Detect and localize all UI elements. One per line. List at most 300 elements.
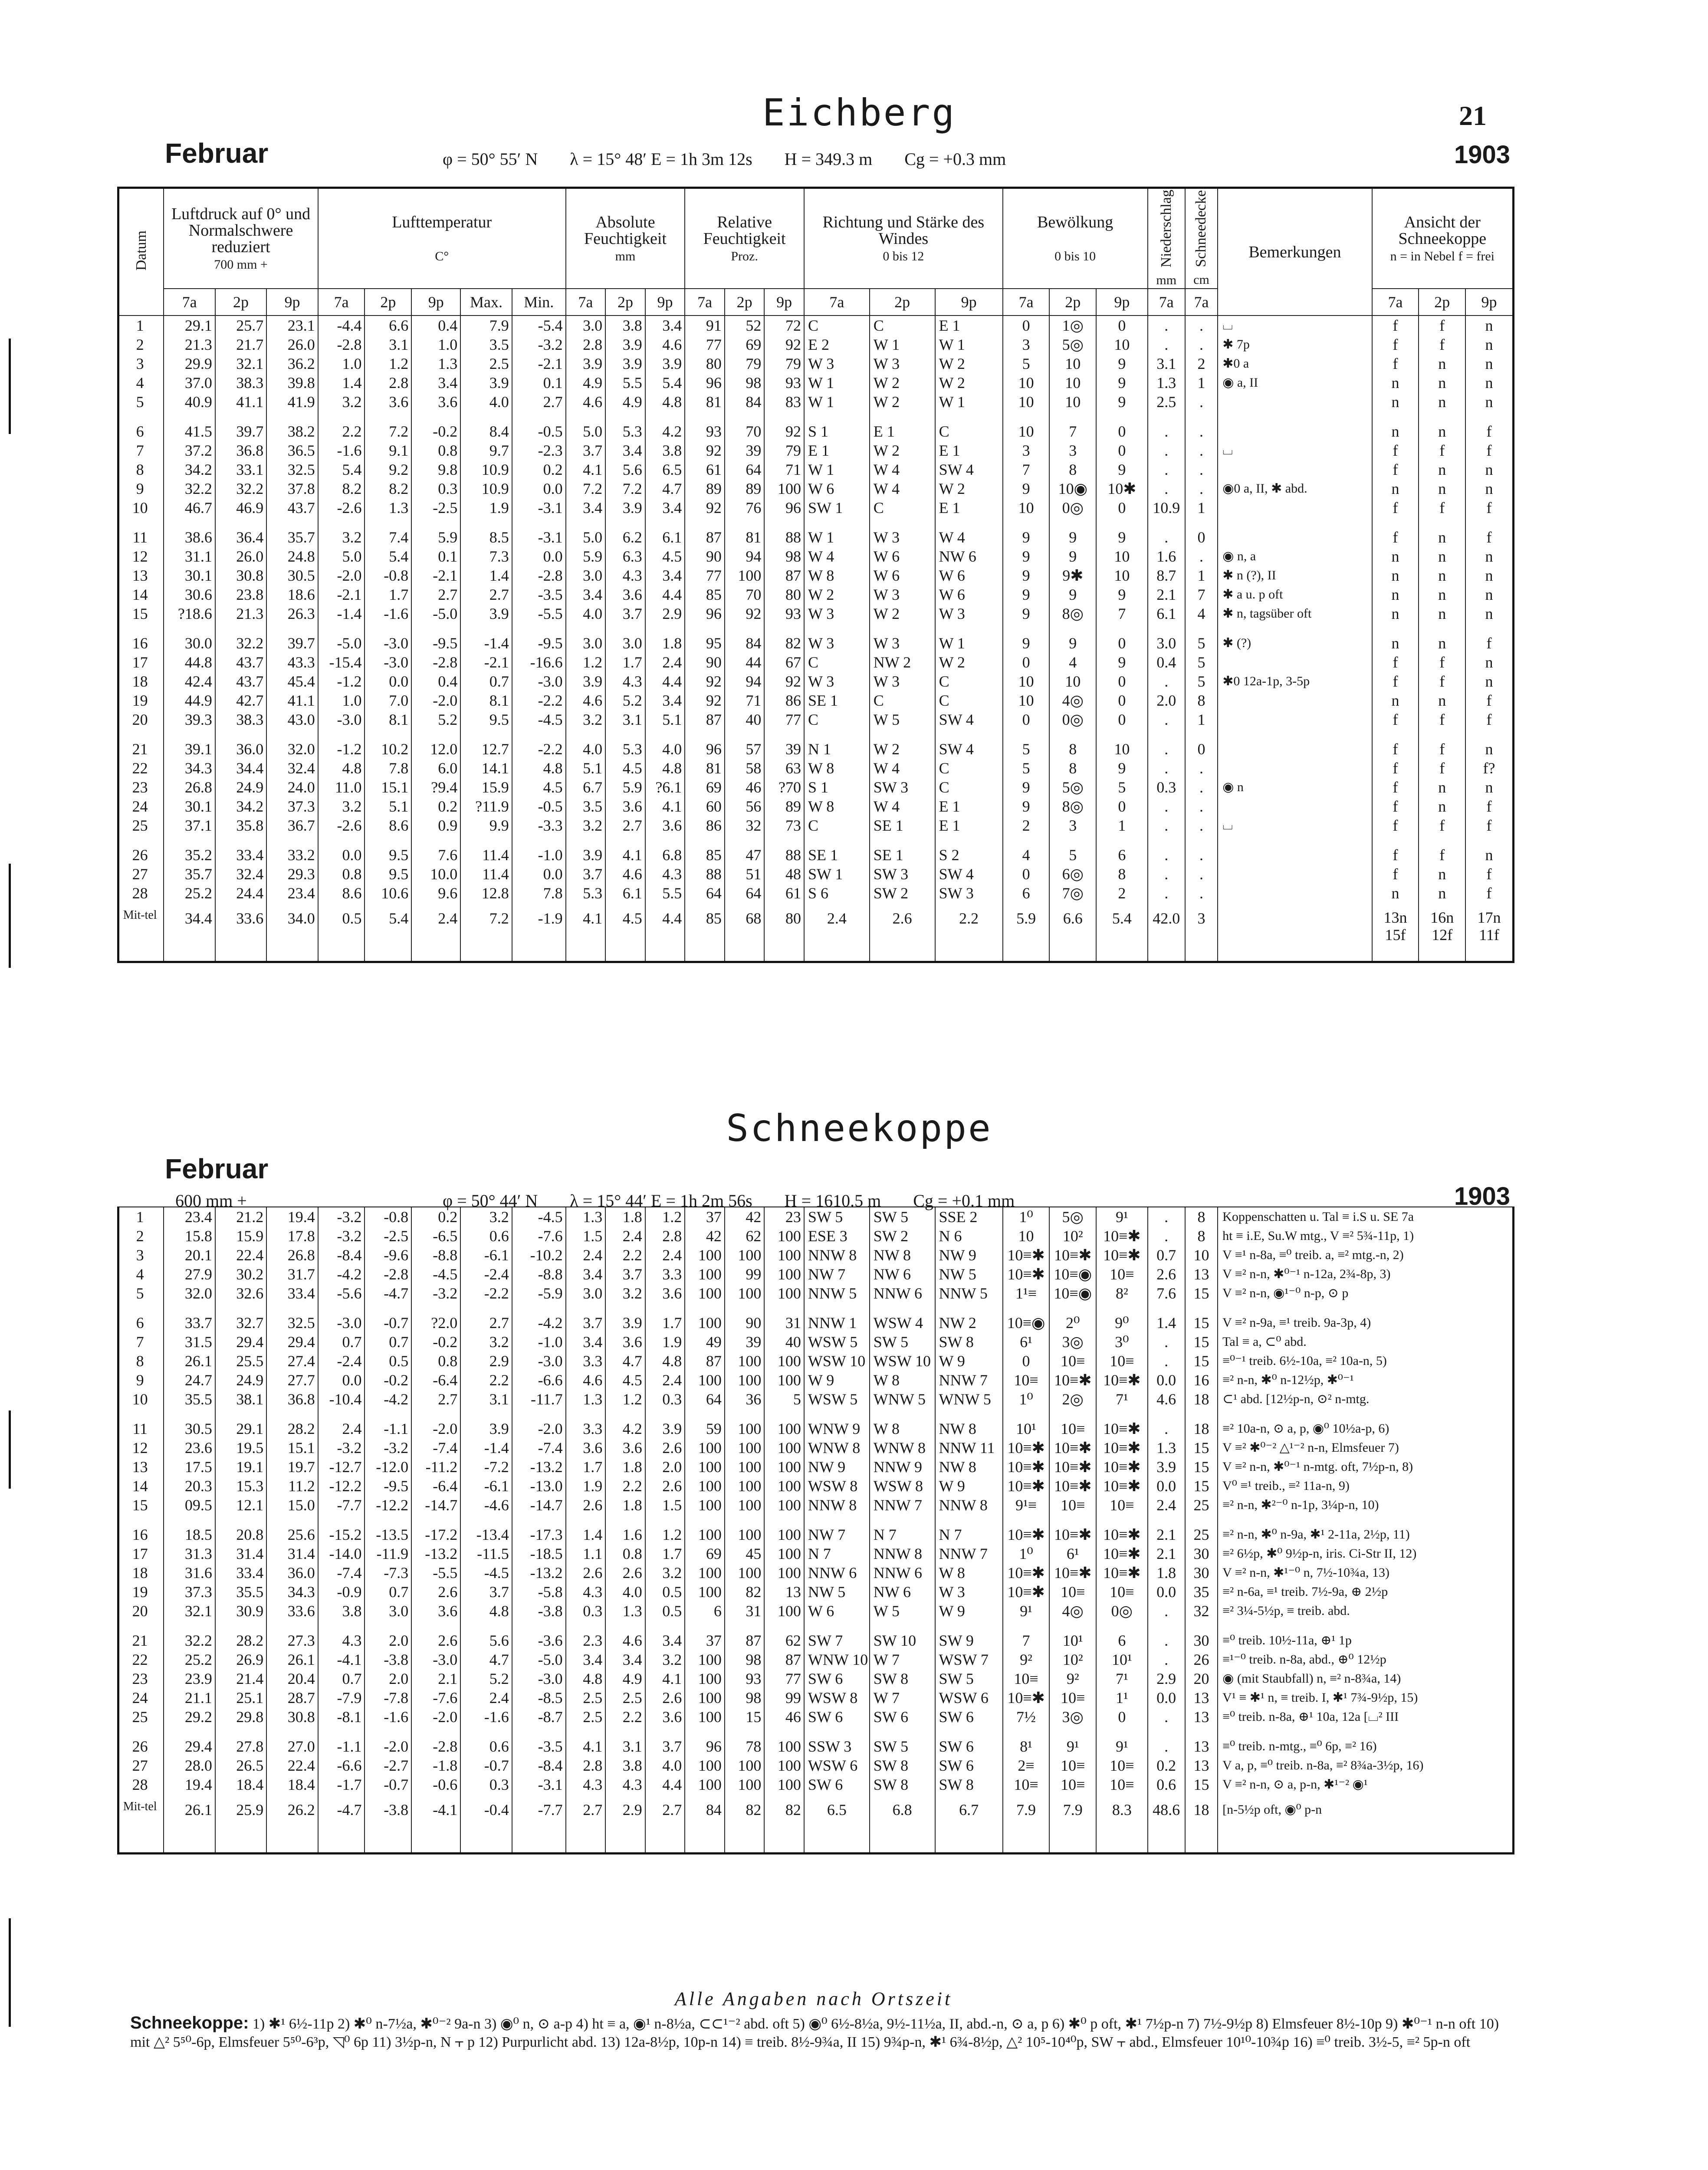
table-cell: 6.2 [605, 528, 645, 547]
table-cell: 3.9 [460, 373, 512, 392]
table-cell: W 5 [870, 710, 935, 729]
table-cell: NNW 8 [804, 1496, 870, 1515]
table-cell: 3.4 [566, 1265, 606, 1284]
table-cell: 3.2 [318, 392, 365, 411]
table-cell: 2⁰ [1049, 1313, 1096, 1332]
table-cell: 64 [725, 884, 765, 903]
table-cell: 79 [764, 354, 804, 373]
table-cell: 38.1 [215, 1390, 266, 1409]
table-cell: 0 [1096, 634, 1147, 653]
table-cell: . [1148, 1351, 1185, 1371]
table-cell: 100 [764, 1226, 804, 1246]
table-cell: -3.8 [365, 1650, 411, 1669]
table-cell: 100 [764, 1563, 804, 1582]
table-cell: 10≡✱ [1003, 1476, 1050, 1496]
table-cell: 3.0 [566, 566, 606, 585]
table-cell: 6.1 [645, 528, 685, 547]
table-cell: W 3 [870, 672, 935, 691]
table-cell: f [1372, 528, 1419, 547]
table-cell: N 7 [870, 1525, 935, 1544]
table-cell: 4.7 [645, 479, 685, 498]
table-cell: 3.6 [645, 1707, 685, 1726]
table-cell: SW 5 [870, 1207, 935, 1226]
table-cell: 88 [685, 865, 725, 884]
table-cell: NW 9 [804, 1457, 870, 1476]
table-cell: ≡² n-n, ✱⁰ n-12½p, ✱⁰⁻¹ [1218, 1371, 1512, 1390]
table-cell: 19.5 [215, 1438, 266, 1457]
table-cell: 10≡ [1096, 1351, 1147, 1371]
table-cell: 85 [685, 845, 725, 865]
table-cell: 10≡✱ [1096, 1438, 1147, 1457]
table-cell: ⌴ [1218, 316, 1372, 335]
table-cell: n [1465, 547, 1512, 566]
table-cell: W 3 [804, 604, 870, 623]
table-cell: 100 [764, 1601, 804, 1621]
table-cell: 47 [725, 845, 765, 865]
table-cell: W 6 [804, 479, 870, 498]
table-cell: 92 [685, 441, 725, 460]
table-cell: NW 2 [870, 653, 935, 672]
table-cell: -0.9 [318, 1582, 365, 1601]
table-cell: 10≡ [1003, 1775, 1050, 1794]
table-cell: 3.4 [645, 566, 685, 585]
table-cell: V ≡² n-n, ⊙ a, p-n, ✱¹⁻² ◉¹ [1218, 1775, 1512, 1794]
table-cell: ≡² n-n, ✱²⁻⁰ n-1p, 3¼p-n, 10) [1218, 1496, 1512, 1515]
table-cell: 39 [725, 1332, 765, 1351]
table-cell: W 9 [935, 1351, 1003, 1371]
table-cell: W 7 [870, 1650, 935, 1669]
table-cell: . [1185, 335, 1218, 354]
table-cell: f [1372, 759, 1419, 778]
table-cell: 24.9 [215, 1371, 266, 1390]
table-cell: 0.3 [645, 1390, 685, 1409]
table-cell: 1.9 [566, 1476, 606, 1496]
table-cell: 1 [1185, 710, 1218, 729]
table-row [119, 1226, 1512, 1246]
table-cell: n [1465, 740, 1512, 759]
table-cell: WSW 8 [804, 1476, 870, 1496]
table-cell: 10≡ [1096, 1756, 1147, 1775]
table-cell: . [1148, 672, 1185, 691]
table-cell: f [1419, 335, 1465, 354]
table-cell: N 6 [935, 1226, 1003, 1246]
table-cell: 0.2 [411, 797, 460, 816]
table-cell: 43.7 [266, 498, 318, 517]
table-cell: 100 [685, 1371, 725, 1390]
table-cell: 32.0 [266, 740, 318, 759]
table-cell: n [1372, 884, 1419, 903]
table-cell: 32.0 [164, 1284, 215, 1303]
table-cell: 100 [764, 479, 804, 498]
table-cell: SW 8 [870, 1756, 935, 1775]
table-cell: W 1 [804, 373, 870, 392]
table-row [119, 460, 1512, 479]
mean-cell: 34.4 [164, 903, 215, 961]
table-row [119, 710, 1512, 729]
table-cell: -5.0 [411, 604, 460, 623]
table-cell: 9.5 [365, 865, 411, 884]
lufttemperatur-header: Lufttemperatur C° [318, 189, 566, 289]
table-cell: NW 6 [870, 1582, 935, 1601]
table-cell: 100 [725, 1457, 765, 1476]
mean-cell: 80 [764, 903, 804, 961]
table-cell: 18 [132, 1564, 148, 1581]
table-row [119, 653, 1512, 672]
table-cell: SW 1 [804, 865, 870, 884]
table-cell: W 9 [935, 1476, 1003, 1496]
table-cell: f [1465, 441, 1512, 460]
table-cell: -1.4 [460, 634, 512, 653]
table-cell: 15 [1185, 1476, 1218, 1496]
table-cell: -15.2 [318, 1525, 365, 1544]
table-cell: 86 [764, 691, 804, 710]
table-cell: SW 6 [935, 1756, 1003, 1775]
table-cell: W 9 [804, 1371, 870, 1390]
mean-cell: 2.6 [870, 903, 935, 961]
table-cell: 3.6 [605, 585, 645, 604]
table-cell: 61 [685, 460, 725, 479]
table-cell: 2.6 [645, 1688, 685, 1707]
table-cell: 2.7 [411, 1390, 460, 1409]
table-cell: 100 [685, 1246, 725, 1265]
table-cell: SW 7 [804, 1631, 870, 1650]
table-cell: 1.1 [566, 1544, 606, 1563]
table-cell: 42 [725, 1207, 765, 1226]
table-cell: 18 [1185, 1390, 1218, 1409]
table-cell: 7.6 [411, 845, 460, 865]
table-cell: -13.4 [460, 1525, 512, 1544]
table-cell: 16 [132, 1526, 148, 1543]
table-cell: 3.5 [460, 335, 512, 354]
table-cell: 69 [725, 335, 765, 354]
table-cell: f? [1465, 759, 1512, 778]
table-cell: -3.2 [318, 1207, 365, 1226]
table-row [119, 585, 1512, 604]
table-cell: 13 [1185, 1756, 1218, 1775]
table-cell: . [1185, 816, 1218, 835]
table-cell: 43.7 [215, 653, 266, 672]
bew-2p: 2p [1049, 289, 1096, 316]
table-cell: ◉0 a, II, ✱ abd. [1218, 479, 1372, 498]
table-cell: 3.3 [566, 1419, 606, 1438]
footnotes-label: Schneekoppe: [130, 2013, 249, 2032]
table-cell: 5 [1096, 778, 1147, 797]
table-cell: 37 [685, 1207, 725, 1226]
table-cell: E 1 [804, 441, 870, 460]
table-cell: E 1 [870, 422, 935, 441]
table-cell: 69 [685, 1544, 725, 1563]
table-cell: 30 [1185, 1631, 1218, 1650]
table-cell: 41.5 [164, 422, 215, 441]
table-cell: 4.2 [645, 422, 685, 441]
table-cell: . [1148, 460, 1185, 479]
table-cell: f [1419, 498, 1465, 517]
table-cell: WNW 5 [935, 1390, 1003, 1409]
table-cell: 8¹ [1003, 1737, 1050, 1756]
table-cell: 82 [725, 1582, 765, 1601]
table-cell: 10≡ [1096, 1496, 1147, 1515]
table-cell: 0 [1096, 710, 1147, 729]
table-cell: -2.5 [411, 498, 460, 517]
table-cell: 2.0 [1148, 691, 1185, 710]
table-cell: 22.4 [215, 1246, 266, 1265]
table-cell: -1.4 [318, 604, 365, 623]
table-cell: n [1419, 479, 1465, 498]
table-cell: 43.7 [215, 672, 266, 691]
table-cell: . [1148, 816, 1185, 835]
table-cell [1218, 759, 1372, 778]
mean-cell: -0.4 [460, 1794, 512, 1852]
table-cell: 7¹ [1096, 1390, 1147, 1409]
table-cell: 4.0 [566, 740, 606, 759]
table-cell: . [1185, 884, 1218, 903]
ansicht-9p: 9p [1465, 289, 1512, 316]
table-cell: 29.4 [164, 1737, 215, 1756]
table-cell: 26.3 [266, 604, 318, 623]
table-cell: 3.1 [605, 1737, 645, 1756]
table-cell: SE 1 [870, 845, 935, 865]
table-cell: 6.0 [411, 759, 460, 778]
table-cell: 100 [685, 1775, 725, 1794]
table-cell: 96 [685, 604, 725, 623]
table-cell: 4.8 [645, 392, 685, 411]
table-cell: 5◎ [1049, 1207, 1096, 1226]
table-cell: 100 [725, 1756, 765, 1775]
table-cell: SW 3 [870, 778, 935, 797]
table-cell: SW 4 [935, 740, 1003, 759]
table-cell: -5.8 [512, 1582, 566, 1601]
mean-cell: 2.7 [645, 1794, 685, 1852]
table-cell: 15.1 [365, 778, 411, 797]
table-cell: 3.6 [411, 392, 460, 411]
table-cell: SW 8 [935, 1775, 1003, 1794]
table-cell: -0.2 [411, 422, 460, 441]
table-cell: 3.7 [566, 441, 606, 460]
table-cell: 100 [685, 1313, 725, 1332]
table-cell: 8.5 [460, 528, 512, 547]
table-cell: -2.1 [460, 653, 512, 672]
table-cell: W 6 [935, 566, 1003, 585]
table-cell: ?6.1 [645, 778, 685, 797]
table-cell: 10.2 [365, 740, 411, 759]
table-cell: 59 [685, 1419, 725, 1438]
table-cell: 10≡✱ [1003, 1265, 1050, 1284]
table-cell: 38.2 [266, 422, 318, 441]
temp-min: Min. [512, 289, 566, 316]
table-cell: 38.3 [215, 373, 266, 392]
table-cell: SW 8 [935, 1332, 1003, 1351]
table-cell: 9 [1003, 479, 1050, 498]
table-row [119, 1332, 1512, 1351]
table-cell: 3.2 [645, 1563, 685, 1582]
table-cell: 62 [725, 1226, 765, 1246]
table-cell: 5.1 [365, 797, 411, 816]
table-cell: 12.0 [411, 740, 460, 759]
table-cell: 5.4 [318, 460, 365, 479]
table-cell: 98 [725, 1688, 765, 1707]
table-row [119, 778, 1512, 797]
table-cell: 36.0 [215, 740, 266, 759]
table-cell: Koppenschatten u. Tal ≡ i.S u. SE 7a [1218, 1207, 1512, 1226]
table-cell: SW 8 [870, 1775, 935, 1794]
table-cell: 28.0 [164, 1756, 215, 1775]
table-cell: -1.6 [365, 1707, 411, 1726]
table-cell: 1.4 [318, 373, 365, 392]
table-cell: SSW 3 [804, 1737, 870, 1756]
table-cell: . [1185, 422, 1218, 441]
table-cell: f [1372, 498, 1419, 517]
table-cell: 35.5 [215, 1582, 266, 1601]
table-cell: 39 [725, 441, 765, 460]
table-cell: n [1419, 566, 1465, 585]
table-cell: 1.2 [645, 1525, 685, 1544]
table-cell: . [1148, 1631, 1185, 1650]
table-cell: 9 [1003, 797, 1050, 816]
table-cell: ◉ n, a [1218, 547, 1372, 566]
table-cell: 4.8 [512, 759, 566, 778]
table-cell: 4.8 [318, 759, 365, 778]
table-cell: V ≡² n-n, ◉¹⁻⁰ n-p, ⊙ p [1218, 1284, 1512, 1303]
row-gap [119, 623, 1512, 634]
table-cell: SW 5 [870, 1332, 935, 1351]
table-cell: 0.8 [318, 865, 365, 884]
mean-cell: 82 [725, 1794, 765, 1852]
table-row [119, 1390, 1512, 1409]
table-cell: V ≡² ✱⁰⁻² △¹⁻² n-n, Elmsfeuer 7) [1218, 1438, 1512, 1457]
table-cell: 70 [725, 422, 765, 441]
table-cell: 100 [725, 1351, 765, 1371]
table-cell: 10.6 [365, 884, 411, 903]
table-cell: 13 [1185, 1707, 1218, 1726]
table-cell: 10 [1049, 392, 1096, 411]
table-cell: 9¹ [1096, 1207, 1147, 1226]
ansicht-2p: 2p [1419, 289, 1465, 316]
table-row [119, 335, 1512, 354]
table-cell: ✱ n, tagsüber oft [1218, 604, 1372, 623]
table-cell: 26.8 [164, 778, 215, 797]
table-cell: 8.1 [460, 691, 512, 710]
table-cell: 1.4 [566, 1525, 606, 1544]
table-cell [1218, 710, 1372, 729]
bew-9p: 9p [1096, 289, 1147, 316]
table-cell: ◉ a, II [1218, 373, 1372, 392]
table-cell: 0.1 [411, 547, 460, 566]
table-cell: 3 [136, 1246, 144, 1264]
table-row [119, 1707, 1512, 1726]
table-cell: 1.6 [1148, 547, 1185, 566]
bew-7a: 7a [1003, 289, 1050, 316]
table-cell: n [1419, 392, 1465, 411]
table-cell: -14.7 [411, 1496, 460, 1515]
table-cell: 27.8 [215, 1737, 266, 1756]
table-cell: 2.0 [645, 1457, 685, 1476]
table-cell: 9.5 [460, 710, 512, 729]
row-gap [119, 1409, 1512, 1419]
table-cell: 93 [685, 422, 725, 441]
table-cell: ✱ 7p [1218, 335, 1372, 354]
table-cell: 19.1 [215, 1457, 266, 1476]
table-cell: 10≡✱ [1096, 1371, 1147, 1390]
table-cell: 9 [1049, 547, 1096, 566]
table-cell: -2.5 [365, 1226, 411, 1246]
table-cell: 7 [1049, 422, 1096, 441]
mean-cell: 7.9 [1003, 1794, 1050, 1852]
schneekoppe-gravity-correction: Cg = +0.1 mm [913, 1191, 1015, 1210]
table-cell: 1.5 [645, 1496, 685, 1515]
eichberg-month: Februar [165, 138, 269, 169]
table-cell: 70 [725, 585, 765, 604]
table-cell: -7.7 [318, 1496, 365, 1515]
luftdruck-9p: 9p [266, 289, 318, 316]
table-cell: 10 [1003, 691, 1050, 710]
table-cell: 100 [764, 1525, 804, 1544]
table-cell: -3.0 [512, 1351, 566, 1371]
table-cell: 9 [1003, 566, 1050, 585]
table-cell: V ≡² n-n, ✱⁰⁻¹ n-mtg. oft, 7½p-n, 8) [1218, 1457, 1512, 1476]
table-cell: 30.2 [215, 1265, 266, 1284]
table-cell: 100 [725, 1246, 765, 1265]
table-cell: 18.5 [164, 1525, 215, 1544]
table-cell: 15.8 [164, 1226, 215, 1246]
table-cell: f [1372, 653, 1419, 672]
table-cell: 1.2 [365, 354, 411, 373]
table-cell: -3.0 [512, 1669, 566, 1688]
table-cell: 77 [685, 566, 725, 585]
table-cell: 2.8 [645, 1226, 685, 1246]
table-cell: 9 [1003, 634, 1050, 653]
mean-cell: -4.1 [411, 1794, 460, 1852]
table-cell: 10≡✱ [1049, 1563, 1096, 1582]
table-cell: 10≡✱ [1096, 1226, 1147, 1246]
table-cell: -7.6 [512, 1226, 566, 1246]
table-cell: W 8 [804, 797, 870, 816]
table-cell: 2≡ [1003, 1756, 1050, 1775]
mean-cell: 2.2 [935, 903, 1003, 961]
table-cell: ⌴ [1218, 441, 1372, 460]
table-cell: 3.9 [605, 498, 645, 517]
table-cell: 10 [1049, 373, 1096, 392]
mean-cell: 85 [685, 903, 725, 961]
table-cell: 37.3 [164, 1582, 215, 1601]
table-cell: . [1148, 316, 1185, 335]
table-cell: -6.1 [460, 1246, 512, 1265]
table-cell: n [1372, 392, 1419, 411]
table-cell: 37.8 [266, 479, 318, 498]
table-cell: C [804, 653, 870, 672]
table-cell: 87 [685, 1351, 725, 1371]
table-cell: -4.4 [318, 316, 365, 335]
table-cell: -3.2 [512, 335, 566, 354]
table-cell: 81 [685, 392, 725, 411]
table-cell: n [1465, 672, 1512, 691]
table-cell: 83 [764, 392, 804, 411]
table-cell: 2.9 [645, 604, 685, 623]
table-cell: WSW 10 [804, 1351, 870, 1371]
table-cell: 1.8 [1148, 1563, 1185, 1582]
mean-cell: 84 [685, 1794, 725, 1852]
table-cell: 3.1 [605, 710, 645, 729]
table-cell: 8 [136, 461, 144, 478]
table-cell: 9 [1096, 759, 1147, 778]
table-cell: 29.2 [164, 1707, 215, 1726]
table-cell: 0 [1096, 1707, 1147, 1726]
table-cell: 1.4 [460, 566, 512, 585]
table-cell: 100 [685, 1457, 725, 1476]
table-cell: 46 [764, 1707, 804, 1726]
table-cell: 15 [1185, 1351, 1218, 1371]
table-cell: 10² [1049, 1650, 1096, 1669]
table-cell: 90 [685, 547, 725, 566]
